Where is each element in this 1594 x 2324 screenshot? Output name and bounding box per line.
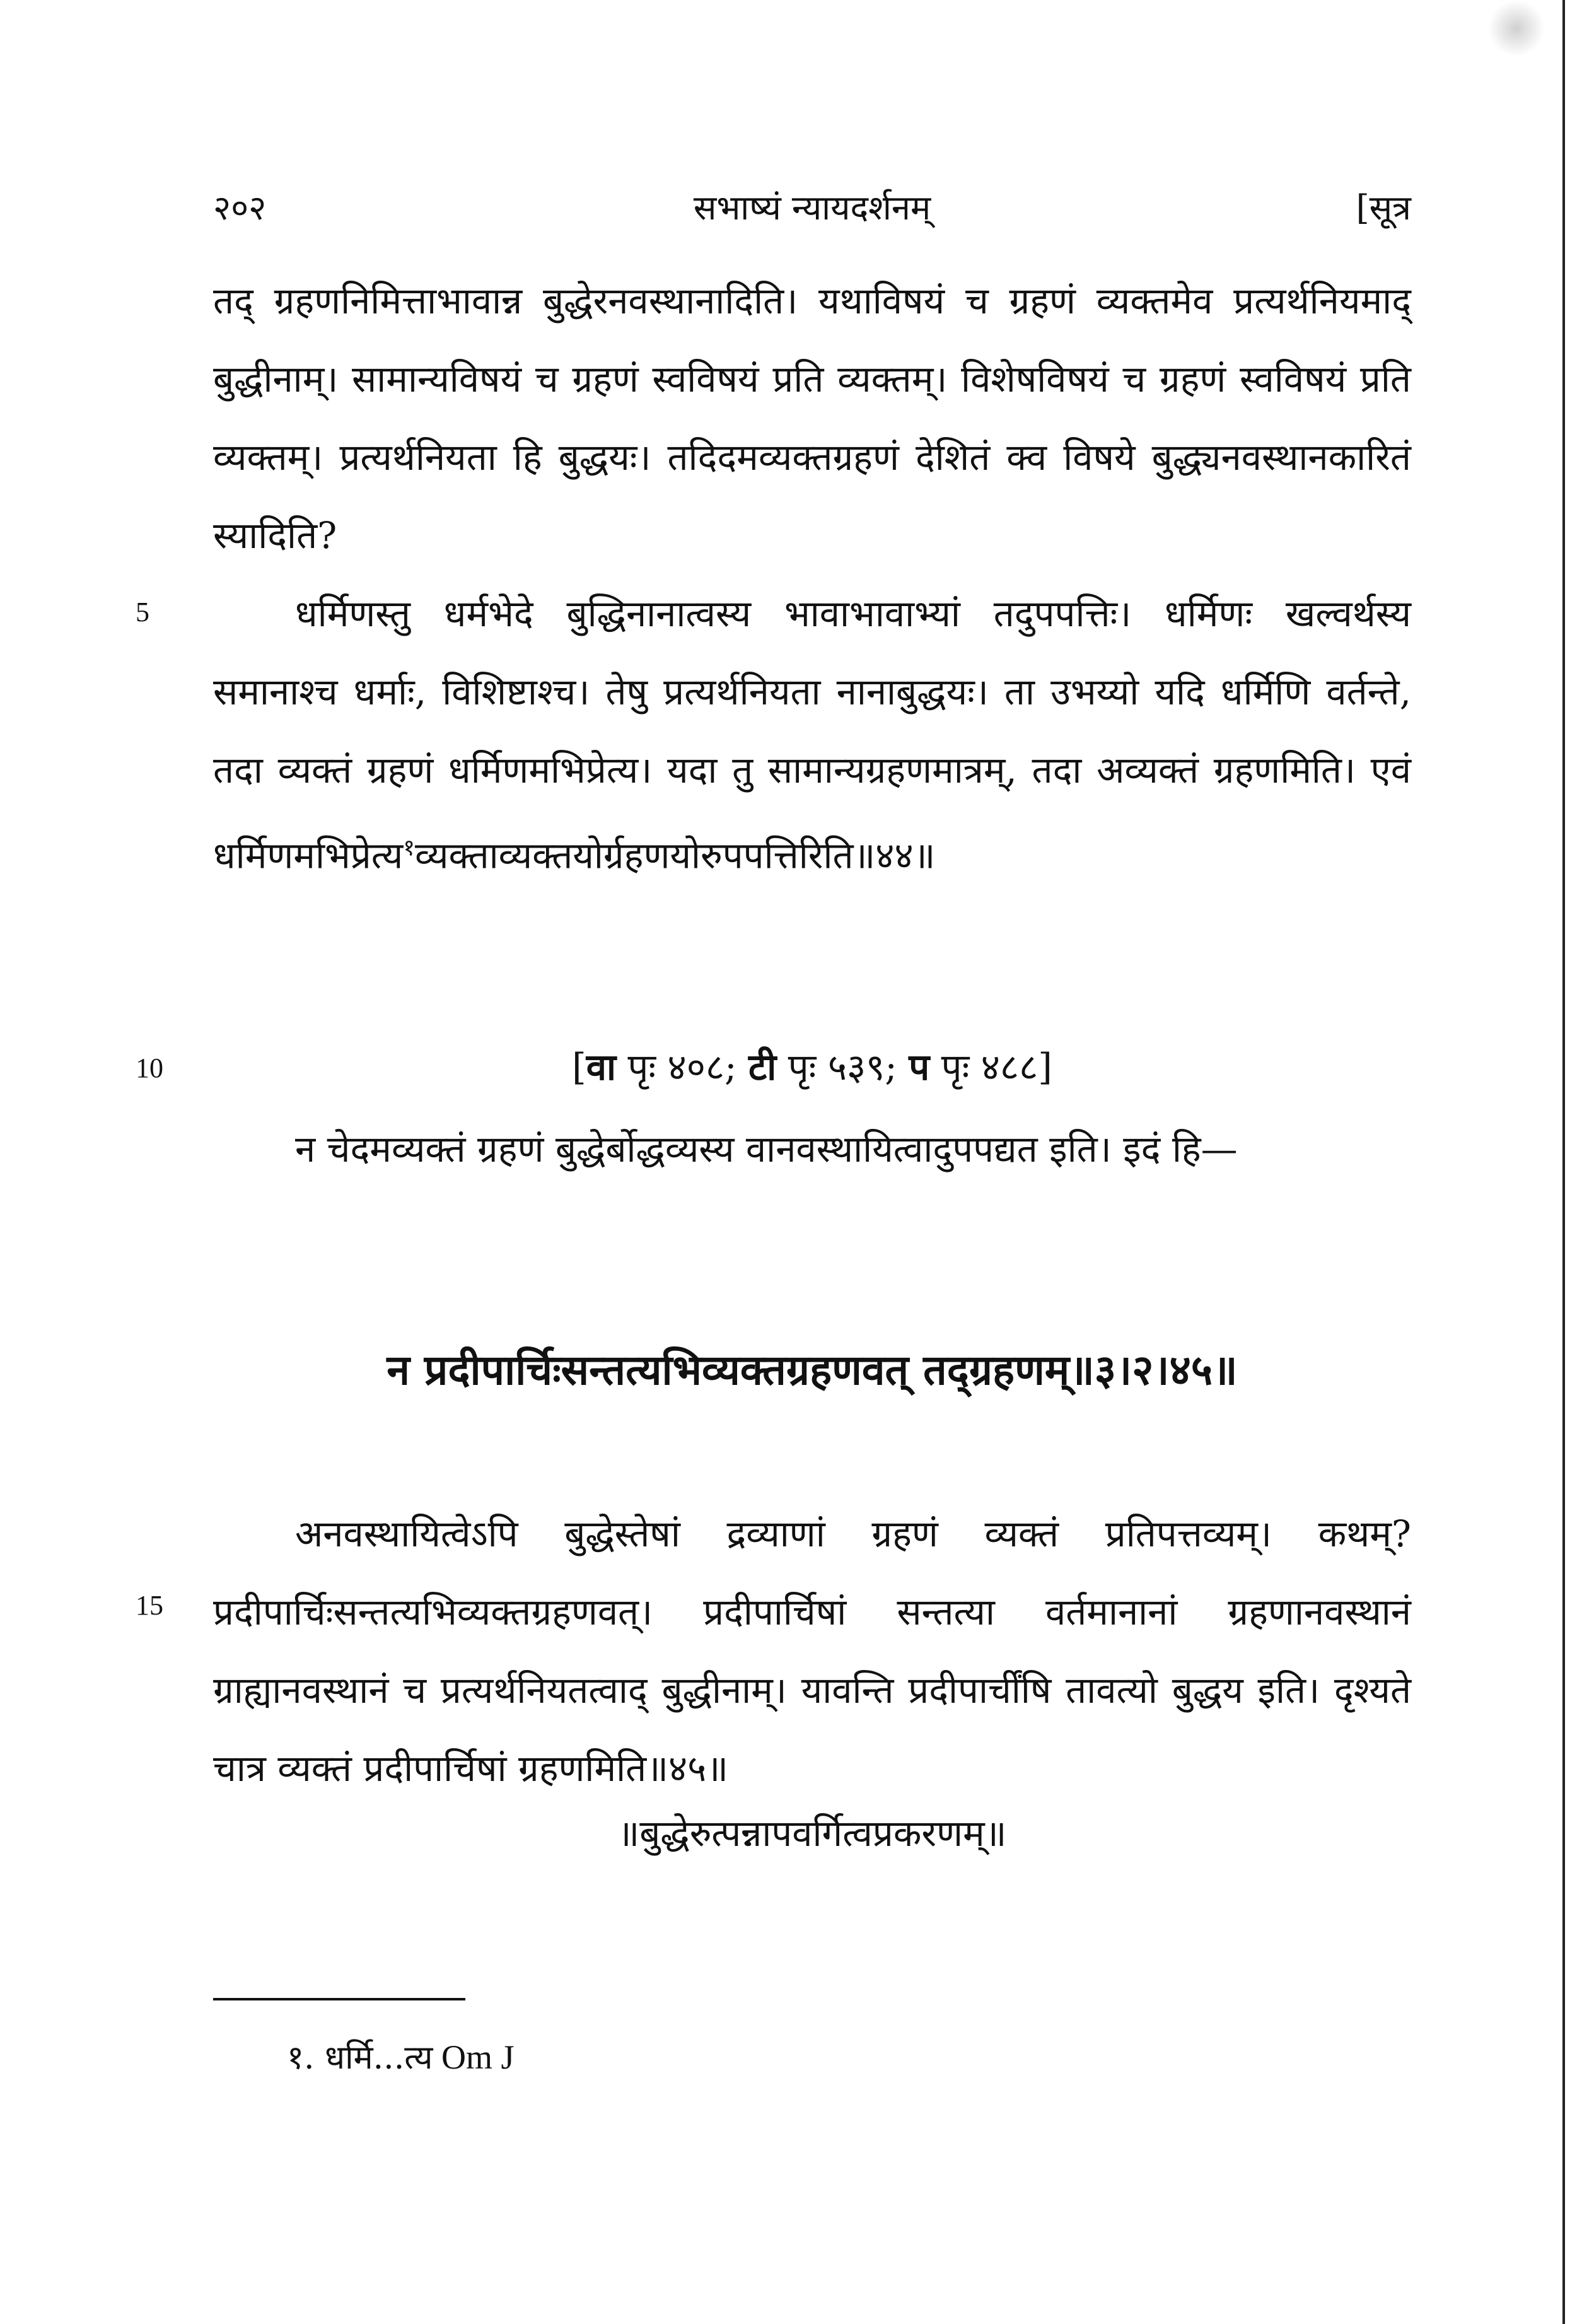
ref-open-bracket: [ [572,1046,586,1089]
sutra-heading: न प्रदीपार्चिःसन्तत्यभिव्यक्तग्रहणवत् तद्ग्रहणम्॥३।२।४५॥ [387,1345,1238,1394]
paragraph-4: अनवस्थायित्वेऽपि बुद्धेस्तेषां द्रव्याणां ग्रहणं व्यक्तं प्रतिपत्तव्यम्। कथम्? प्रदीपार्चिःसन्तत्यभिव्यक्तग्रहणवत्। प्रदीपार्चिषां सन्तत्या वर्तमानानां ग्रहणानवस्थानं ग्राह्यानवस्थानं च प्रत्यर्थनियतत्वाद् बुद्धीनाम्। यावन्ति प्रदीपार्चींषि तावत्यो बुद्धय इति। दृश्यते चात्र व्यक्तं प्रदीपार्चिषां ग्रहणमिति॥४५॥ [213,1512,1411,1790]
paragraph-1: तद् ग्रहणनिमित्ताभावान्न बुद्धेरनवस्थानादिति। यथाविषयं च ग्रहणं व्यक्तमेव प्रत्यर्थनियमाद् बुद्धीनाम्। सामान्यविषयं च ग्रहणं स्वविषयं प्रति व्यक्तम्। विशेषविषयं च ग्रहणं स्वविषयं प्रति व्यक्तम्। प्रत्यर्थनियता हि बुद्धयः। तदिदमव्यक्तग्रहणं देशितं क्व विषये बुद्ध्यनवस्थानकारितं स्यादिति? [213,279,1411,557]
ref-ti-page: पृः ५३९; [776,1046,909,1089]
scan-edge-line [1562,0,1565,2324]
ref-close-bracket: ] [1038,1046,1052,1089]
footnote [287,2034,515,2079]
ref-pa: प [909,1046,930,1089]
running-header [213,183,1411,233]
line-number-5: 5 [136,597,149,628]
ref-va: वा [586,1046,617,1089]
footnote-marker: १ [403,835,415,861]
paragraph-2 [213,575,1411,894]
line-number-10: 10 [136,1053,163,1083]
commentary-block-1 [213,262,1411,894]
paragraph-2-end: व्यक्ताव्यक्तयोर्ग्रहणयोरुपपत्तिरिति॥४४॥ [415,834,936,877]
scan-speck [1488,0,1545,57]
paragraph-3: न चेदमव्यक्तं ग्रहणं बुद्धेर्बोद्धव्यस्य वानवस्थायित्वादुपपद्यत इति। इदं हि— [295,1128,1238,1171]
line-number-15: 15 [136,1590,163,1621]
reference-line [213,1041,1411,1090]
footnote-ref: १. धर्मि...त्य [287,2039,433,2077]
footnote-divider [213,1998,465,2000]
running-title: सभाष्यं न्यायदर्शनम् [693,188,931,228]
page-number: २०२ [213,188,267,228]
ref-va-page: पृः ४०८; [616,1046,749,1089]
ref-ti: टी [748,1046,777,1089]
ref-pa-page: पृः ४८८ [929,1046,1038,1089]
section-colophon: ॥बुद्धेरुत्पन्नापवर्गित्वप्रकरणम्॥ [617,1812,1007,1855]
commentary-block-3 [213,1495,1411,1807]
commentary-block-2 [213,1110,1411,1188]
paragraph-2-text: धर्मिणस्तु धर्मभेदे बुद्धिनानात्वस्य भावाभावाभ्यां तदुपपत्तिः। धर्मिणः खल्वर्थस्य समानाश्च धर्माः, विशिष्टाश्च। तेषु प्रत्यर्थनियता नानाबुद्धयः। ता उभय्यो यदि धर्मिणि वर्तन्ते, तदा व्यक्तं ग्रहणं धर्मिणमभिप्रेत्य। यदा तु सामान्यग्रहणमात्रम्, तदा अव्यक्तं ग्रहणमिति। एवं धर्मिणमभिप्रेत्य [213,592,1411,877]
section-label: [सूत्र [1356,188,1411,228]
footnote-note: Om J [433,2038,515,2076]
